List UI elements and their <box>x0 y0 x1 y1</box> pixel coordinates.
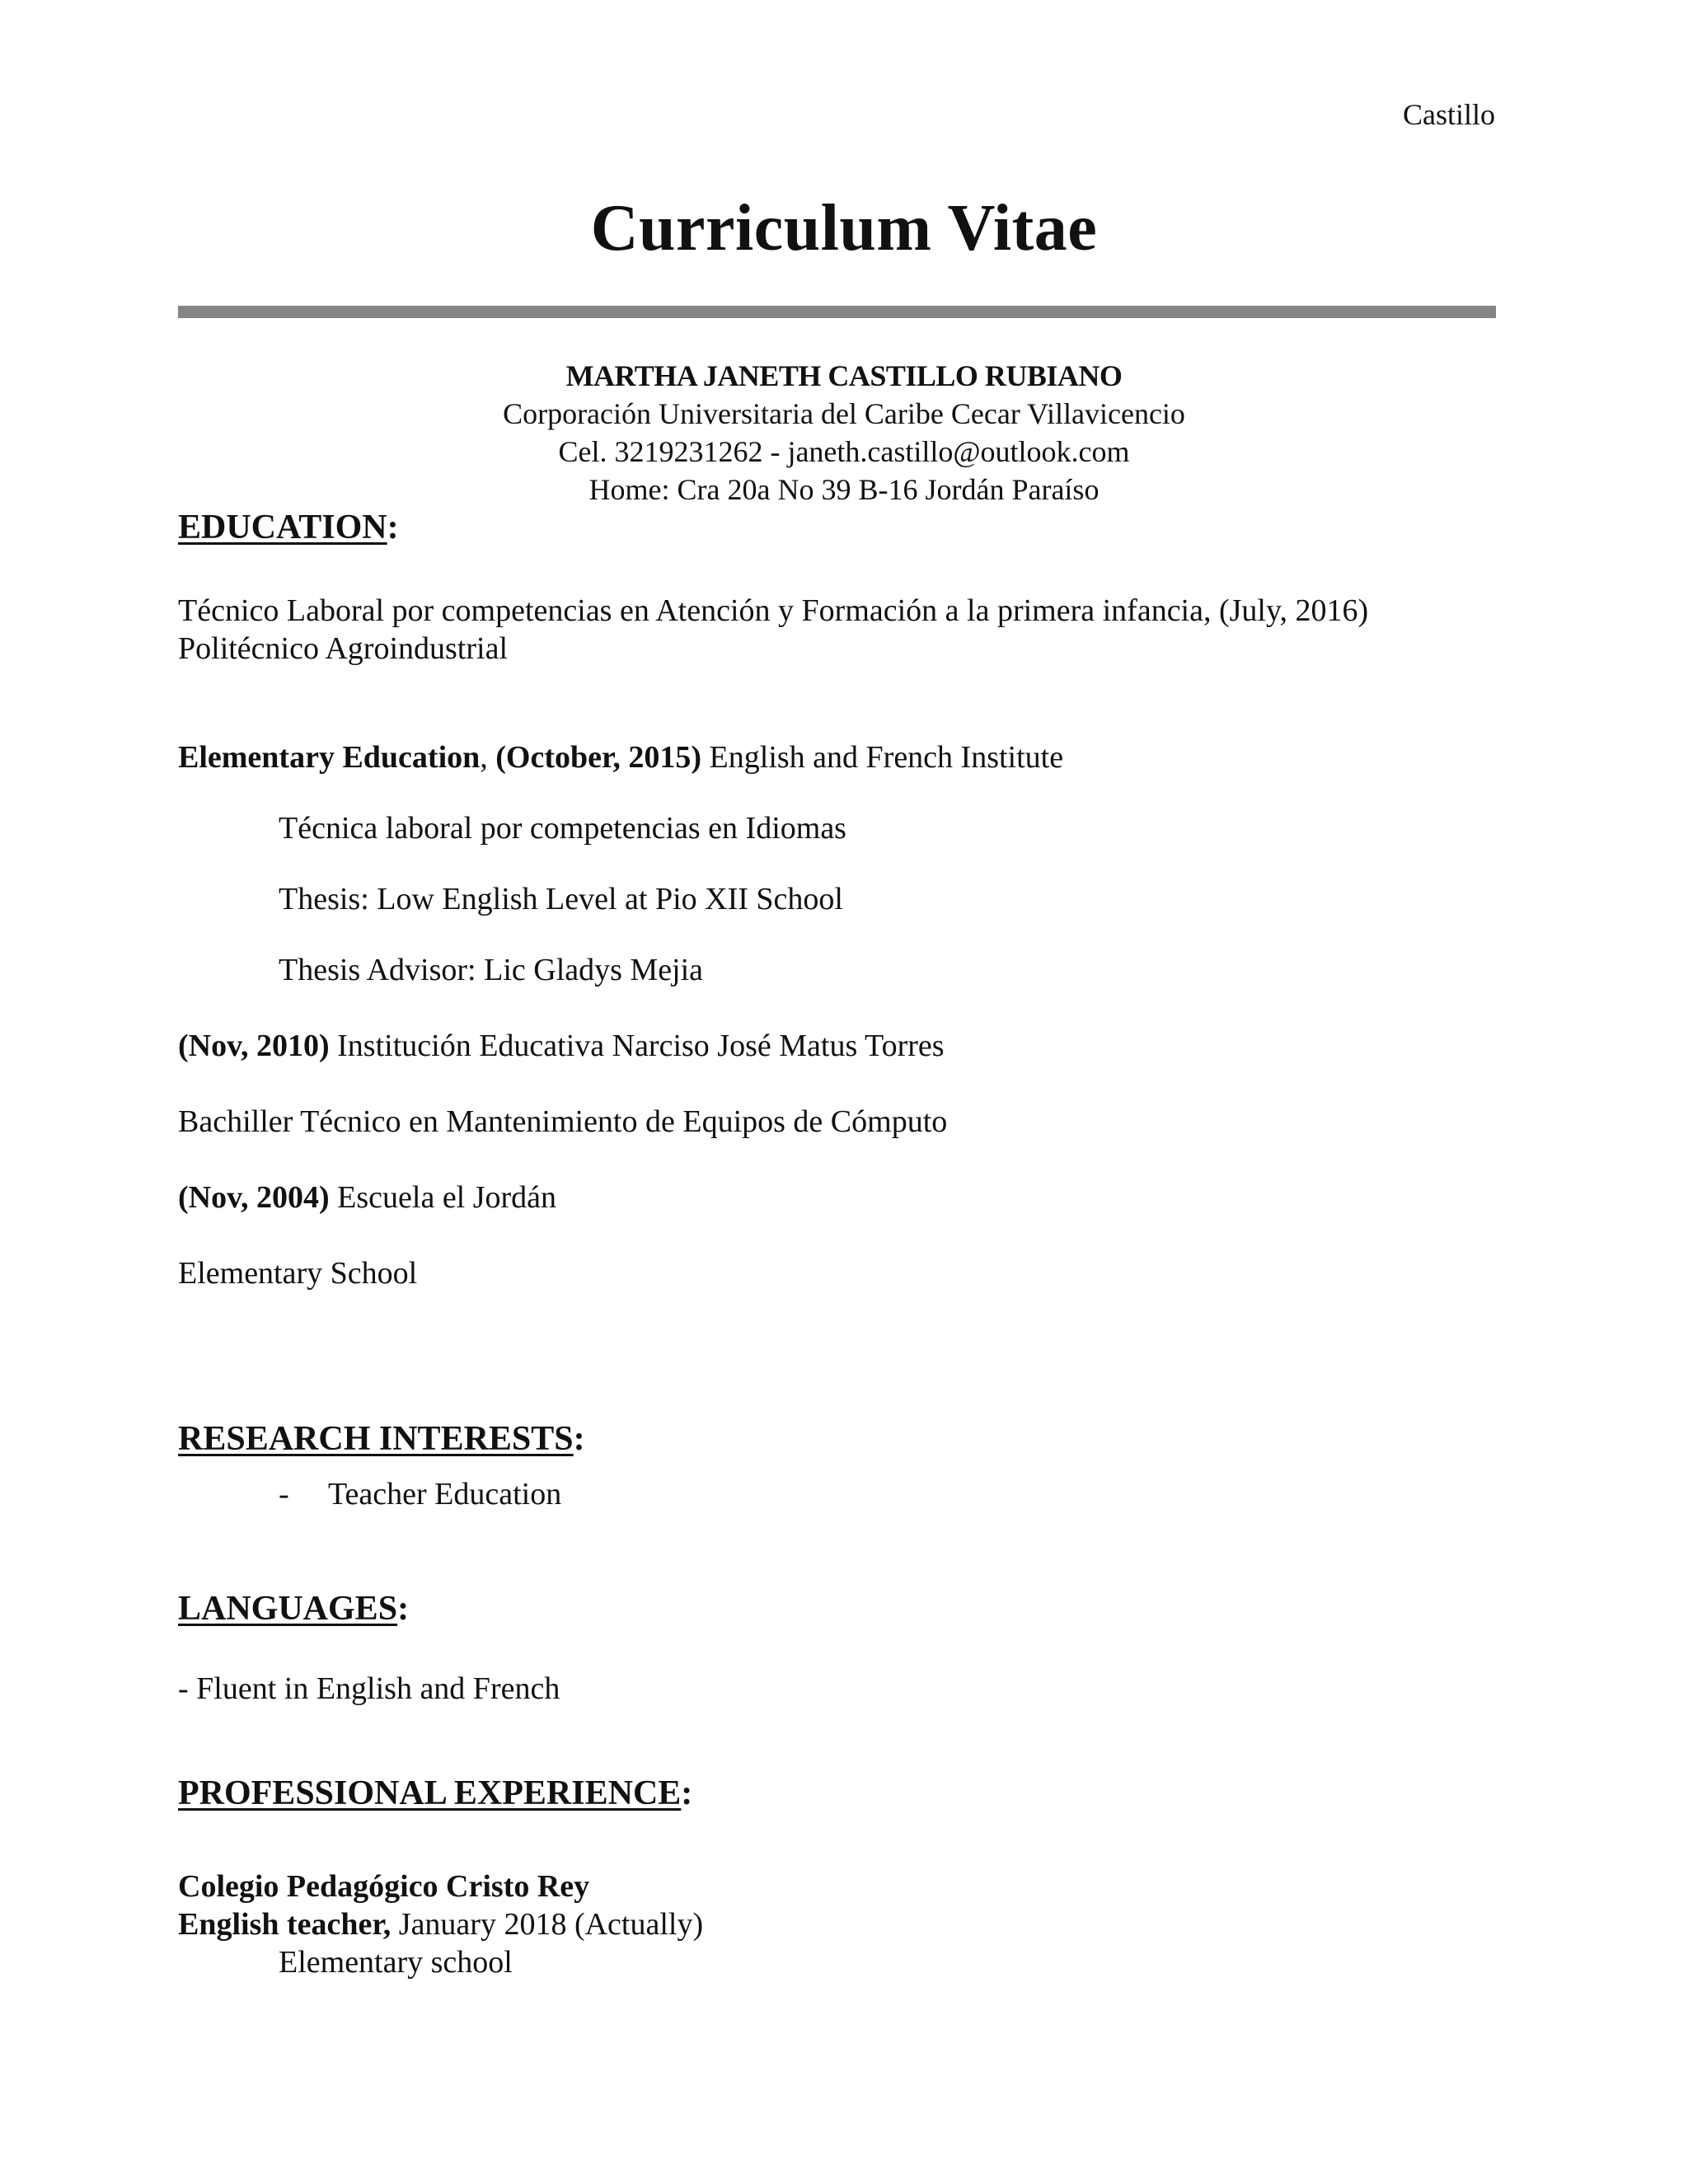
experience-employer <box>178 1868 589 1905</box>
education-elementary-school: Elementary School <box>178 1256 418 1291</box>
education-2010-entry <box>178 1027 945 1065</box>
contact-institution: Corporación Universitaria del Caribe Cecar Villavicencio <box>503 397 1185 430</box>
education-elementary-entry <box>178 738 1063 776</box>
languages-item: - Fluent in English and French <box>178 1671 560 1706</box>
page-title: Curriculum Vitae <box>590 192 1098 265</box>
languages-heading-label: LANGUAGES <box>178 1590 398 1628</box>
experience-role: English teacher, <box>178 1907 392 1942</box>
experience-heading <box>178 1774 692 1813</box>
contact-name: MARTHA JANETH CASTILLO RUBIANO <box>565 359 1123 392</box>
experience-role-line <box>178 1905 703 1943</box>
experience-level: Elementary school <box>279 1945 513 1980</box>
education-bachiller: Bachiller Técnico en Mantenimiento de Equipos de Cómputo <box>178 1104 948 1139</box>
education-heading-label: EDUCATION <box>178 509 387 546</box>
languages-heading <box>178 1589 409 1629</box>
research-heading-colon: : <box>573 1420 585 1458</box>
education-heading-colon: : <box>387 509 399 546</box>
languages-heading-colon: : <box>397 1590 410 1628</box>
elementary-detail-thesis: Thesis: Low English Level at Pio XII School <box>279 882 843 916</box>
entry-2004-date: (Nov, 2004) <box>178 1180 330 1215</box>
experience-heading-label: PROFESSIONAL EXPERIENCE <box>178 1774 682 1812</box>
elementary-institution: English and French Institute <box>701 740 1064 775</box>
entry-2004-institution: Escuela el Jordán <box>329 1180 557 1215</box>
elementary-date: (October, 2015) <box>495 740 702 775</box>
entry-2010-institution: Institución Educativa Narciso José Matus Torres <box>329 1029 945 1063</box>
experience-heading-colon: : <box>681 1774 693 1812</box>
contact-home-address: Home: Cra 20a No 39 B-16 Jordán Paraíso <box>588 473 1100 506</box>
elementary-title: Elementary Education <box>178 740 481 775</box>
experience-period: January 2018 (Actually) <box>391 1907 704 1942</box>
research-heading <box>178 1419 585 1459</box>
employer-name: Colegio Pedagógico Cristo Rey <box>178 1869 590 1904</box>
education-tecnico-line2: Politécnico Agroindustrial <box>178 631 509 666</box>
research-item: Teacher Education <box>328 1477 562 1511</box>
education-tecnico-line1: Técnico Laboral por competencias en Atención y Formación a la primera infancia, (July, 2016) <box>178 593 1369 628</box>
research-heading-label: RESEARCH INTERESTS <box>178 1420 574 1458</box>
entry-2010-date: (Nov, 2010) <box>178 1029 330 1063</box>
elementary-detail-tecnica: Técnica laboral por competencias en Idiomas <box>279 811 846 846</box>
elementary-detail-advisor: Thesis Advisor: Lic Gladys Mejia <box>279 953 704 987</box>
education-2004-entry <box>178 1179 556 1216</box>
running-header: Castillo <box>1402 98 1495 131</box>
elementary-comma: , <box>480 740 496 775</box>
contact-phone-email: Cel. 3219231262 - janeth.castillo@outlook.com <box>558 435 1130 468</box>
research-item-dash: - <box>279 1477 289 1511</box>
education-heading <box>178 508 399 547</box>
title-divider <box>178 306 1496 318</box>
